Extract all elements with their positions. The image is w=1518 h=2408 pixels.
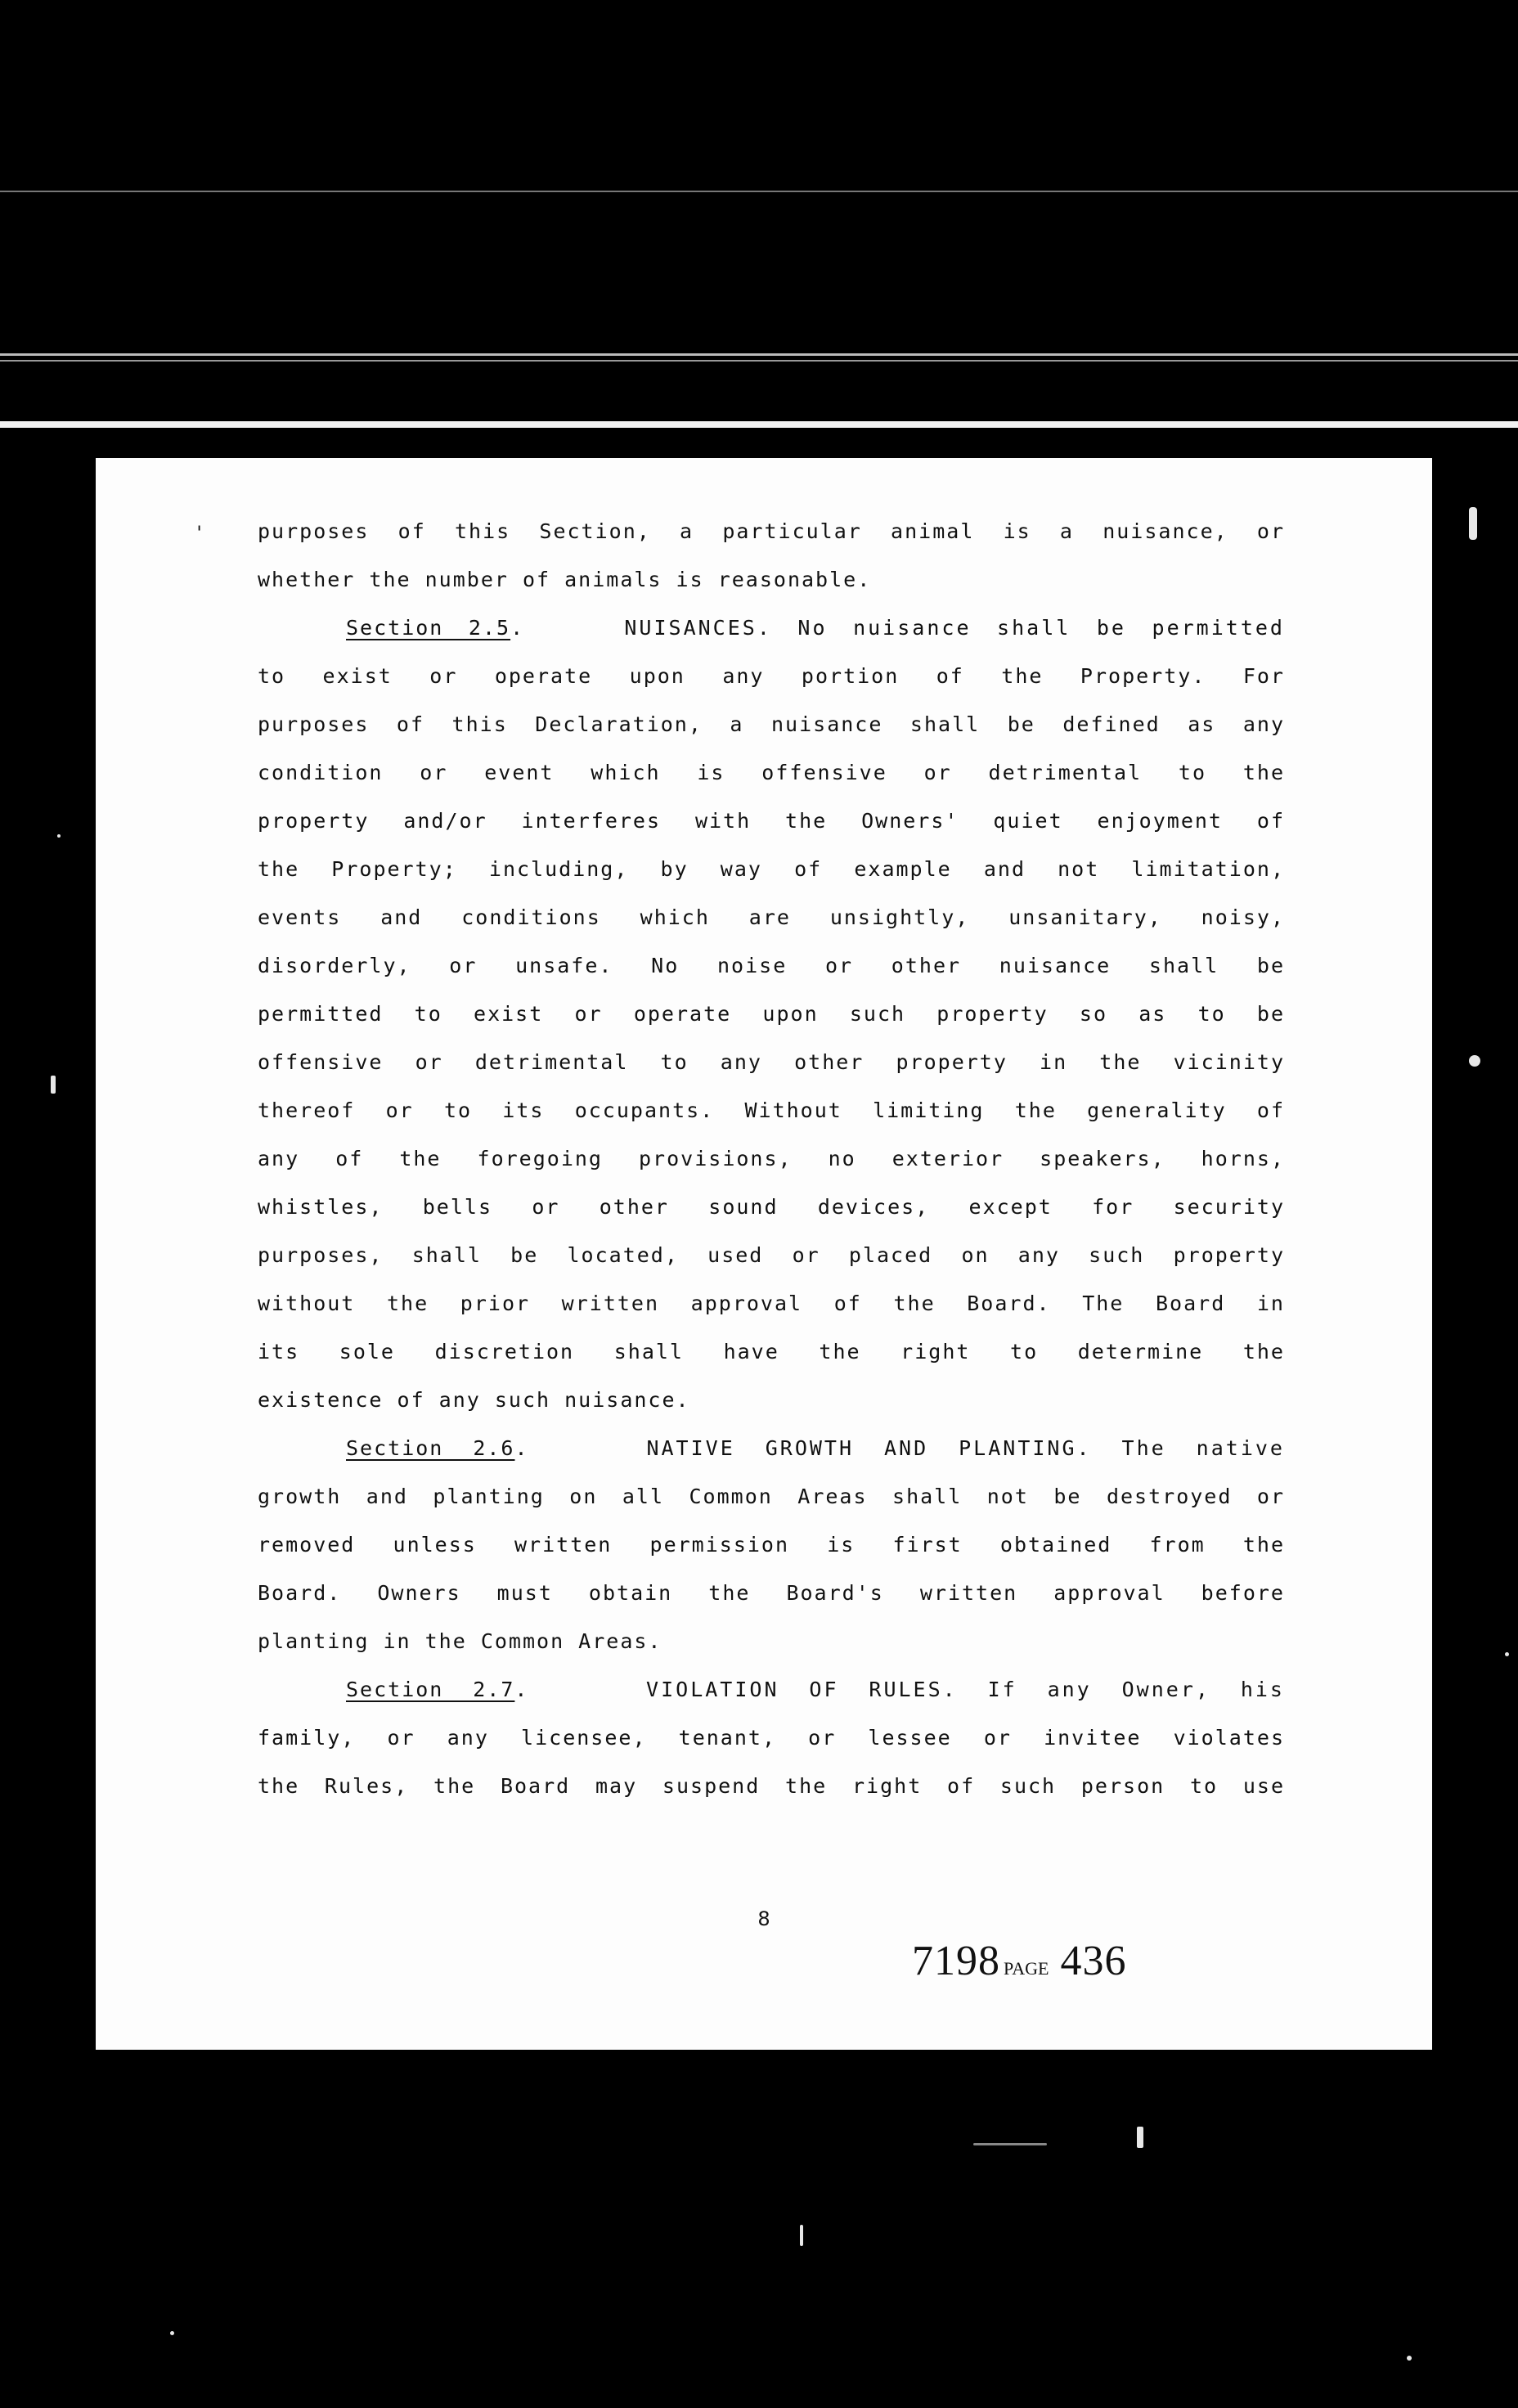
text-line: thereof or to its occupants. Without limiting the generality of [258, 1098, 1285, 1122]
document-body [258, 507, 1285, 1810]
section-title: VIOLATION OF RULES. If any Owner, his [646, 1678, 1285, 1701]
text-line: any of the foregoing provisions, no exterior speakers, horns, [258, 1147, 1285, 1170]
scan-border-line [0, 421, 1518, 428]
section-heading-2-6: Section 2.6. NATIVE GROWTH AND PLANTING. The native [346, 1436, 1285, 1460]
text-line: planting in the Common Areas. [258, 1629, 662, 1653]
book-number: 7198 [912, 1938, 1000, 1984]
text-line: events and conditions which are unsightly, unsanitary, noisy, [258, 905, 1285, 929]
scan-speck [800, 2225, 803, 2246]
book-page-label: PAGE [1004, 1958, 1049, 1979]
text-line: property and/or interferes with the Owners' quiet enjoyment of [258, 809, 1285, 833]
text-line: the Rules, the Board may suspend the right of such person to use [258, 1774, 1285, 1798]
text-line: without the prior written approval of the Board. The Board in [258, 1292, 1285, 1315]
margin-mark: ' [194, 523, 205, 544]
text-line: growth and planting on all Common Areas shall not be destroyed or [258, 1485, 1285, 1508]
book-page-number: 436 [1060, 1938, 1127, 1984]
scan-border-line [0, 360, 1518, 362]
section-heading-2-5: Section 2.5. NUISANCES. No nuisance shall be permitted [346, 616, 1285, 640]
scan-speck [51, 1076, 56, 1094]
section-number: Section 2.5 [346, 616, 511, 640]
section-title: NUISANCES. No nuisance shall be permitted [624, 616, 1285, 640]
text-line: permitted to exist or operate upon such property so as to be [258, 1002, 1285, 1026]
scan-speck [1469, 1055, 1480, 1067]
scan-speck [1505, 1652, 1509, 1656]
scan-speck [1137, 2127, 1143, 2148]
text-line: condition or event which is offensive or detrimental to the [258, 761, 1285, 784]
text-line: its sole discretion shall have the right to determine the [258, 1340, 1285, 1363]
scan-border-line [0, 191, 1518, 192]
scan-speck [1407, 2356, 1412, 2361]
scan-speck [170, 2331, 174, 2335]
text-line: existence of any such nuisance. [258, 1388, 690, 1412]
text-line: family, or any licensee, tenant, or lessee or invitee violates [258, 1726, 1285, 1750]
text-line: removed unless written permission is first obtained from the [258, 1533, 1285, 1557]
scan-speck [1469, 507, 1477, 540]
section-number: Section 2.6 [346, 1436, 515, 1460]
text-line: Board. Owners must obtain the Board's written approval before [258, 1581, 1285, 1605]
text-line: purposes of this Declaration, a nuisance shall be defined as any [258, 712, 1285, 736]
text-line: to exist or operate upon any portion of the Property. For [258, 664, 1285, 688]
section-title: NATIVE GROWTH AND PLANTING. The native [646, 1436, 1285, 1460]
scan-speck [57, 834, 61, 838]
text-line: purposes of this Section, a particular animal is a nuisance, or [258, 519, 1285, 543]
text-line: offensive or detrimental to any other property in the vicinity [258, 1050, 1285, 1074]
recording-stamp [912, 1937, 1126, 1985]
text-line: whether the number of animals is reasonable. [258, 568, 872, 591]
text-line: purposes, shall be located, used or placed on any such property [258, 1243, 1285, 1267]
section-heading-2-7: Section 2.7. VIOLATION OF RULES. If any Owner, his [346, 1678, 1285, 1701]
scan-speck [973, 2143, 1047, 2145]
scan-border-line [0, 353, 1518, 356]
document-page [96, 458, 1432, 2050]
section-number: Section 2.7 [346, 1678, 515, 1701]
text-line: the Property; including, by way of example and not limitation, [258, 857, 1285, 881]
text-line: disorderly, or unsafe. No noise or other nuisance shall be [258, 954, 1285, 977]
text-line: whistles, bells or other sound devices, except for security [258, 1195, 1285, 1219]
page-number: 8 [757, 1907, 770, 1930]
